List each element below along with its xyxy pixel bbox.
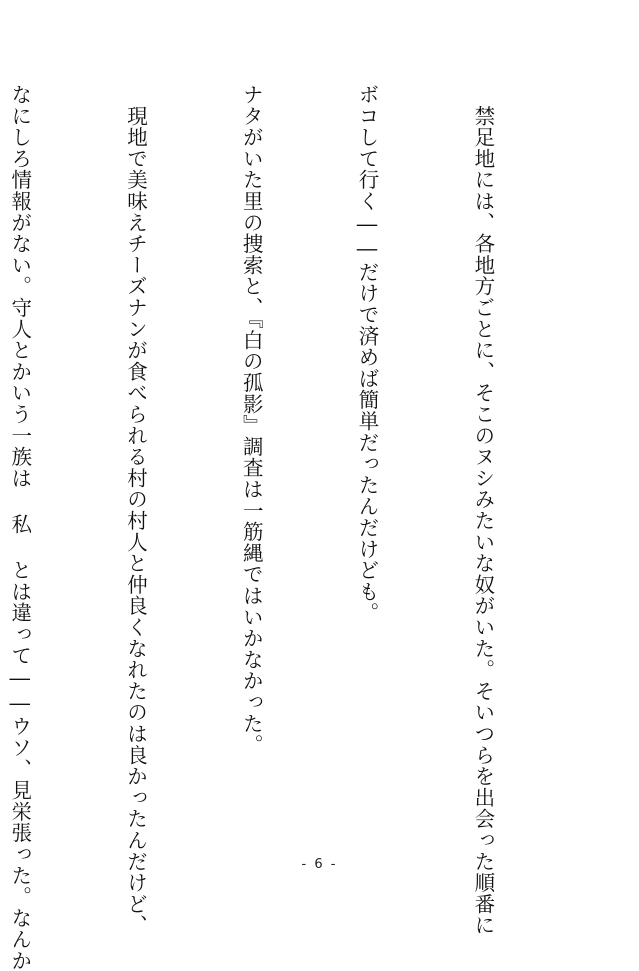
- text-line: 禁足地には、各地方ごとに、そこのヌシみたいな奴がいた。そいつらを出会った順番に: [470, 84, 495, 936]
- text-line: 現地で美味えチーズナンが食べられる村の村人と仲良くなれたのは良かったんだけど、: [123, 84, 148, 936]
- text-line: ナタがいた里の捜索と、『白の孤影』調査は一筋縄ではいかなかった。: [239, 84, 264, 756]
- text-line: なにしろ情報がない。守人とかいう一族は 私 とは違って――ウソ、見栄張った。なんか: [7, 84, 32, 971]
- text-line: ボコして行く――だけで済めば簡単だったんだけども。: [355, 84, 380, 624]
- page-number: - 6 -: [301, 857, 338, 872]
- body-text: [0, 84, 579, 971]
